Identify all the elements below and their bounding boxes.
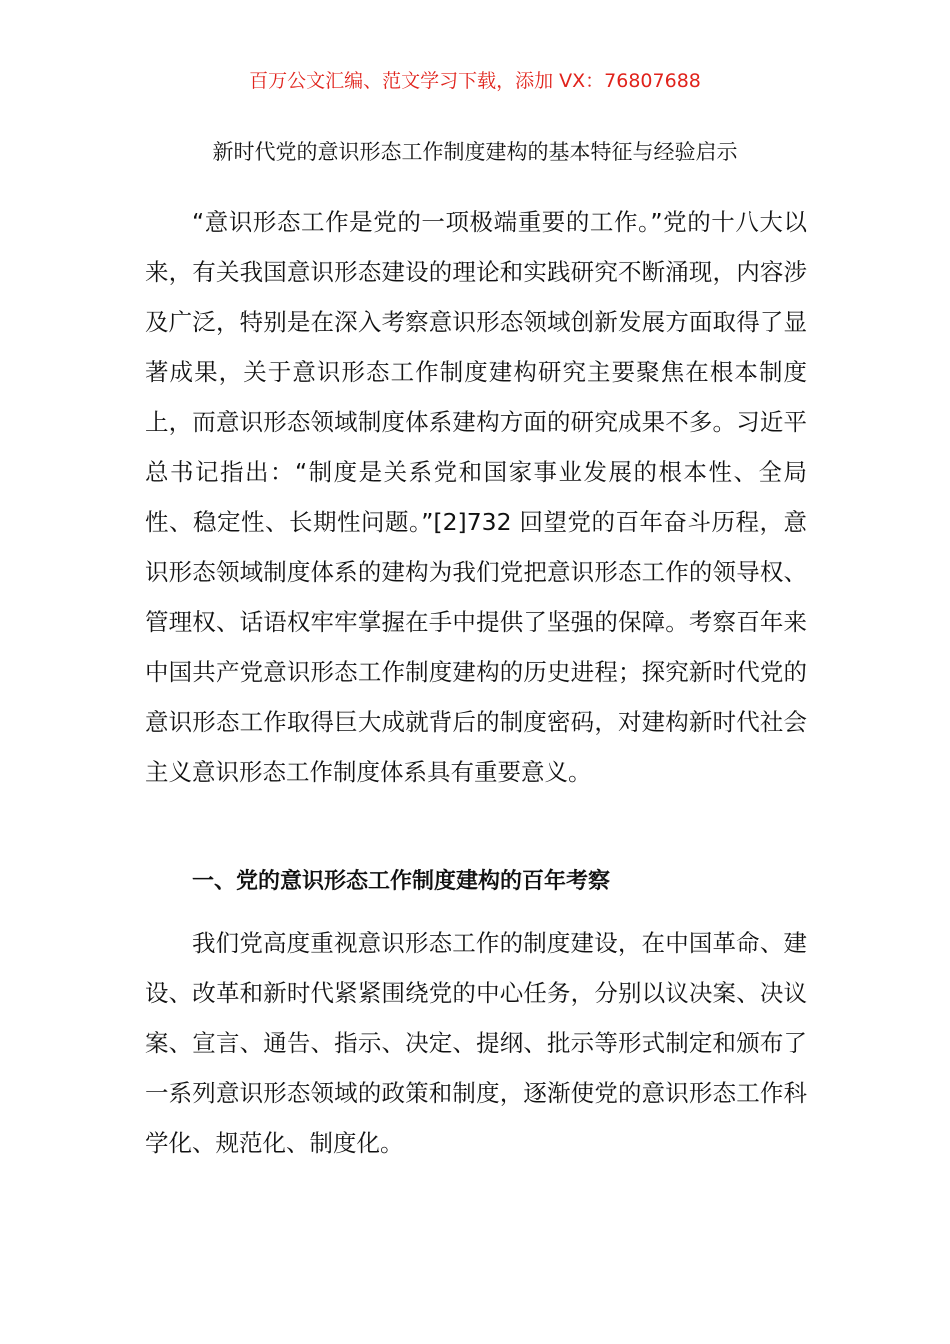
intro-paragraph: “意识形态工作是党的一项极端重要的工作。”党的十八大以来，有关我国意识形态建设的理论和实践研究不断涌现，内容涉及广泛，特别是在深入考察意识形态领域创新发展方面取得了显著成果，关于意识形态工作制度建构研究主要聚焦在根本制度上，而意识形态领域制度体系建构方面的研究成果不多。习近平总书记指出：“制度是关系党和国家事业发展的根本性、全局性、稳定性、长期性问题。”[2]732 回望党的百年奋斗历程，意识形态领域制度体系的建构为我们党把意识形态工作的领导权、管理权、话语权牢牢掌握在手中提供了坚强的保障。考察百年来中国共产党意识形态工作制度建构的历史进程；探究新时代党的意识形态工作取得巨大成就背后的制度密码，对建构新时代社会主义意识形态工作制度体系具有重要意义。 — [145, 208, 807, 786]
section-heading: 一、党的意识形态工作制度建构的百年考察 — [192, 869, 611, 894]
section-paragraph: 我们党高度重视意识形态工作的制度建设，在中国革命、建设、改革和新时代紧紧围绕党的中心任务，分别以议决案、决议案、宣言、通告、指示、决定、提纲、批示等形式制定和颁布了一系列意识形态领域的政策和制度，逐渐使党的意识形态工作科学化、规范化、制度化。 — [145, 929, 807, 1157]
header-contact-note: 百万公文汇编、范文学习下载，添加 VX：76807688 — [249, 70, 701, 92]
document-title: 新时代党的意识形态工作制度建构的基本特征与经验启示 — [212, 140, 738, 164]
